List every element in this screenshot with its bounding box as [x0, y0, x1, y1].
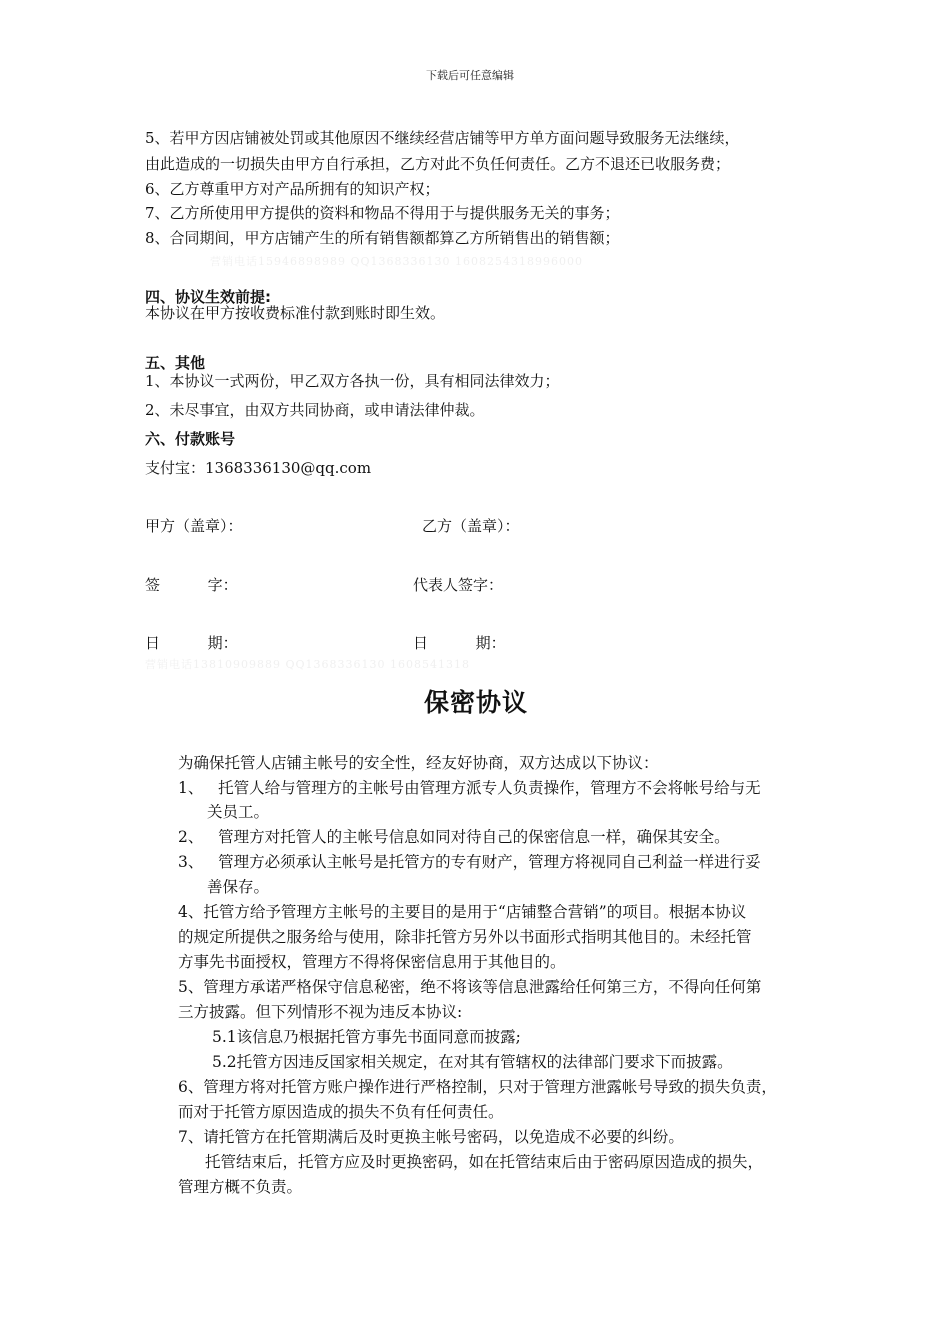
nda-line: 2、 管理方对托管人的主帐号信息如同对待自己的保密信息一样，确保其安全。	[178, 828, 730, 846]
nda-line: 7、请托管方在托管期满后及时更换主帐号密码，以免造成不必要的纠纷。	[178, 1128, 684, 1146]
sign-label: 签 字：	[145, 576, 238, 594]
clause-7: 7、乙方所使用甲方提供的资料和物品不得用于与提供服务无关的事务；	[145, 204, 620, 222]
nda-title: 保密协议	[424, 688, 529, 717]
clause-8: 8、合同期间，甲方店铺产生的所有销售额都算乙方所销售出的销售额；	[145, 229, 620, 247]
section-4-text: 本协议在甲方按收费标准付款到账时即生效。	[145, 304, 446, 322]
nda-line: 的规定所提供之服务给与使用，除非托管方另外以书面形式指明其他目的。未经托管	[178, 928, 752, 946]
date-label-a: 日 期：	[145, 634, 238, 652]
party-a-seal-label: 甲方（盖章）：	[145, 517, 243, 535]
nda-line: 关员工。	[207, 803, 270, 821]
section-5-item-1: 1、本协议一式两份，甲乙双方各执一份，具有相同法律效力；	[145, 372, 560, 390]
rep-sign-label: 代表人签字：	[413, 576, 504, 594]
nda-line: 5、管理方承诺严格保守信息秘密，绝不将该等信息泄露给任何第三方，不得向任何第	[178, 978, 762, 996]
nda-line: 善保存。	[207, 878, 270, 896]
nda-line: 三方披露。但下列情形不视为违反本协议:	[178, 1003, 463, 1021]
nda-line: 5.2托管方因违反国家相关规定，在对其有管辖权的法律部门要求下而披露。	[212, 1053, 733, 1071]
nda-line: 3、 管理方必须承认主帐号是托管方的专有财产，管理方将视同自己利益一样进行妥	[178, 853, 761, 871]
header-note: 下载后可任意编辑	[426, 69, 514, 82]
nda-line: 5.1该信息乃根据托管方事先书面同意而披露;	[212, 1028, 521, 1046]
nda-line: 方事先书面授权，管理方不得将保密信息用于其他目的。	[178, 953, 566, 971]
nda-line: 为确保托管人店铺主帐号的安全性，经友好协商，双方达成以下协议：	[178, 754, 659, 772]
section-4-heading: 四、协议生效前提:	[145, 288, 271, 306]
clause-5-line-1: 5、若甲方因店铺被处罚或其他原因不继续经营店铺等甲方单方面问题导致服务无法继续，	[145, 129, 740, 147]
section-5-item-2: 2、未尽事宜，由双方共同协商，或申请法律仲裁。	[145, 401, 485, 419]
nda-line: 4、托管方给予管理方主帐号的主要目的是用于“店铺整合营销”的项目。根据本协议	[178, 903, 747, 921]
alipay-account: 支付宝：1368336130@qq.com	[145, 459, 372, 477]
date-label-b: 日 期：	[413, 634, 506, 652]
nda-line: 管理方概不负责。	[178, 1178, 303, 1196]
section-5-heading: 五、其他	[145, 354, 206, 372]
clause-6: 6、乙方尊重甲方对产品所拥有的知识产权；	[145, 180, 440, 198]
nda-line: 而对于托管方原因造成的损失不负有任何责任。	[178, 1103, 504, 1121]
watermark-1: 营销电话15946898989 QQ1368336130 1608254318996000	[210, 255, 583, 268]
party-b-seal-label: 乙方（盖章）：	[422, 517, 520, 535]
section-6-heading: 六、付款账号	[145, 430, 236, 448]
watermark-2: 营销电话13810909889 QQ1368336130 1608541318	[145, 658, 470, 671]
nda-line: 6、管理方将对托管方账户操作进行严格控制，只对于管理方泄露帐号导致的损失负责，	[178, 1078, 777, 1096]
nda-line: 托管结束后，托管方应及时更换密码，如在托管结束后由于密码原因造成的损失，	[205, 1153, 764, 1171]
nda-line: 1、 托管人给与管理方的主帐号由管理方派专人负责操作，管理方不会将帐号给与无	[178, 779, 761, 797]
clause-5-line-2: 由此造成的一切损失由甲方自行承担，乙方对此不负任何责任。乙方不退还已收服务费；	[145, 155, 731, 173]
